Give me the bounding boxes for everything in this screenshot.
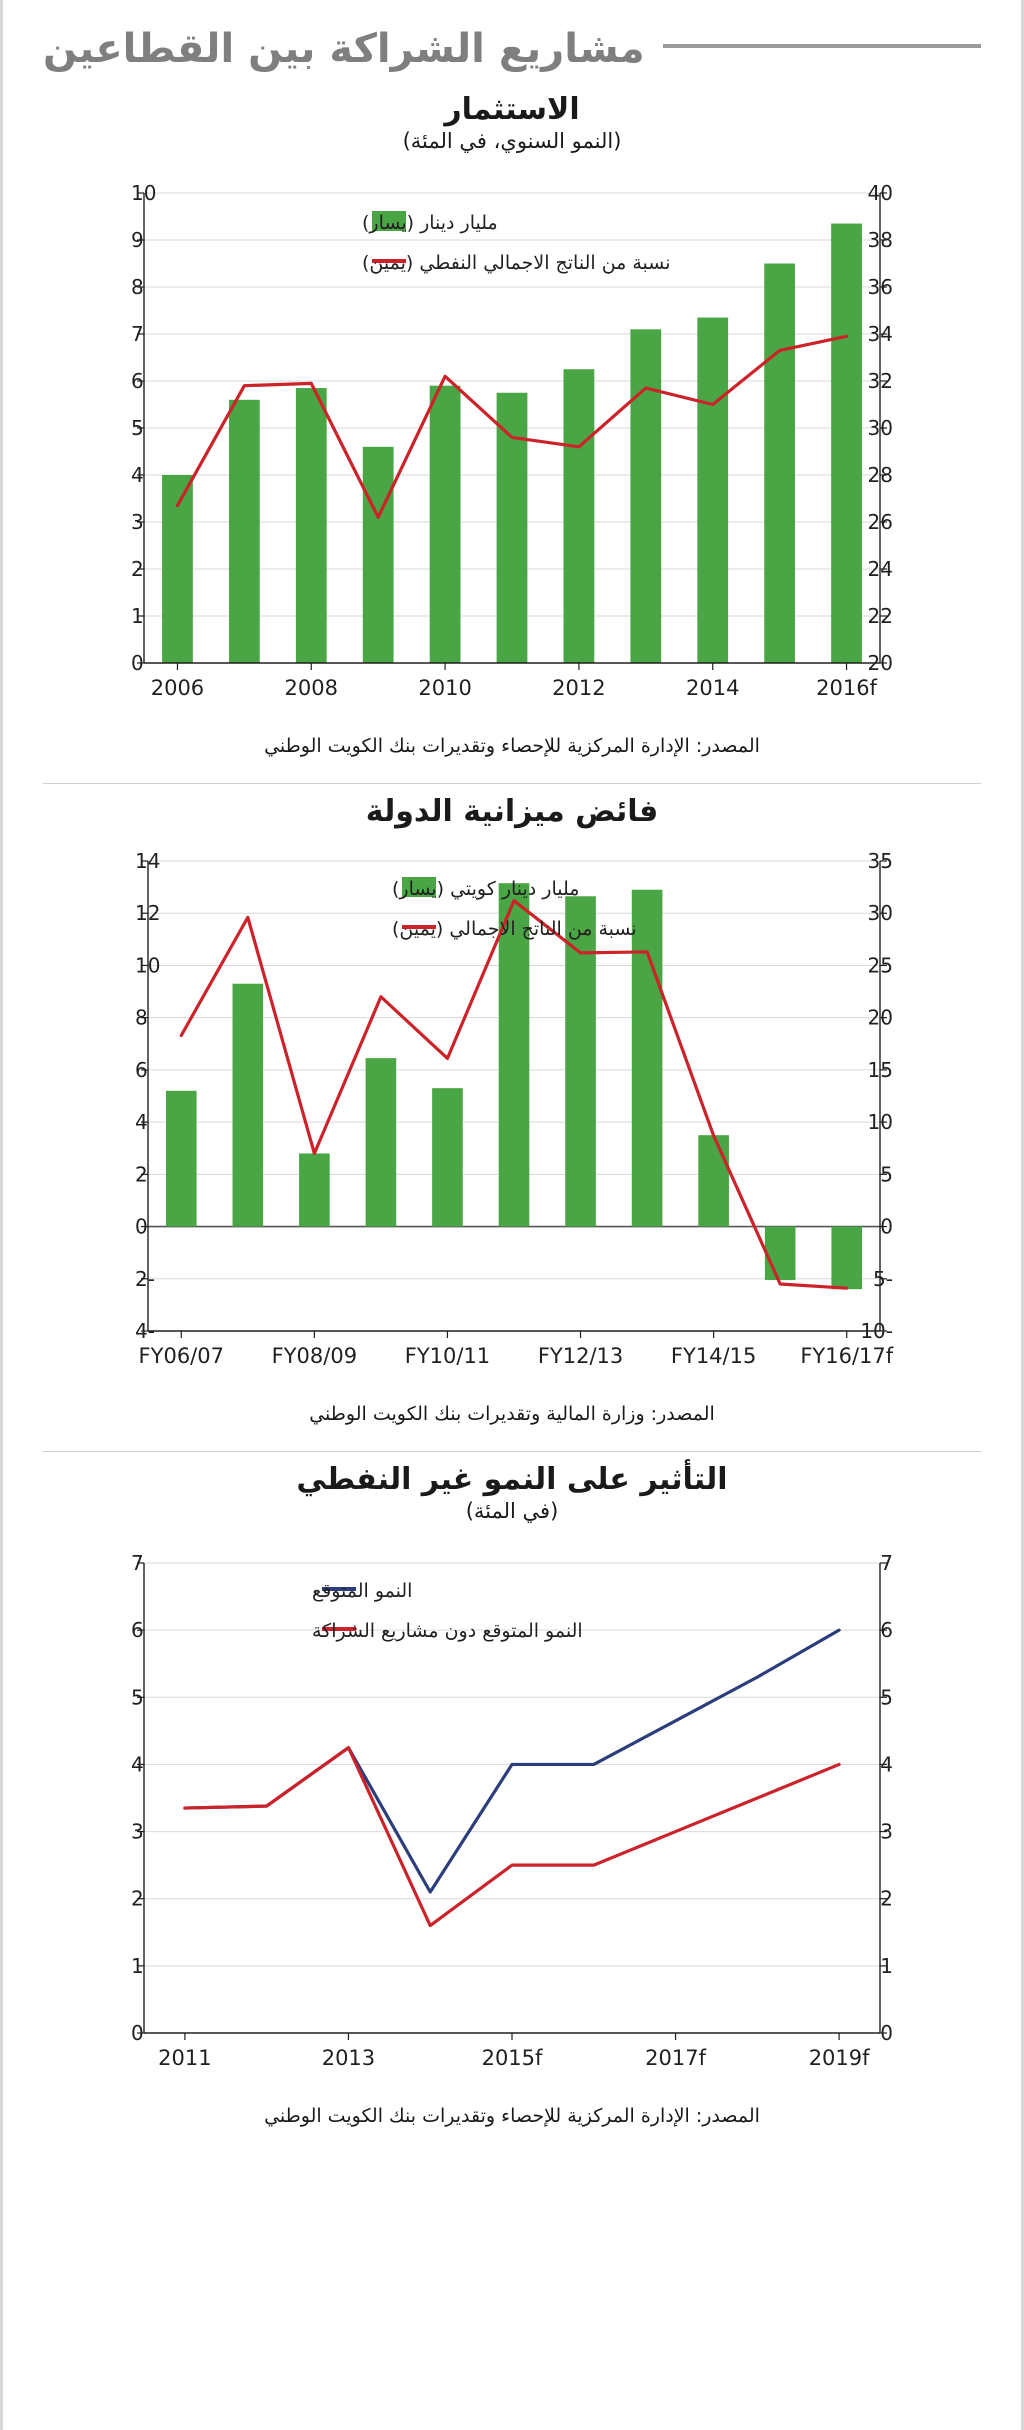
svg-text:20: 20	[867, 651, 893, 675]
svg-text:النمو المتوقع دون مشاريع الشرا: النمو المتوقع دون مشاريع الشراكة	[312, 1620, 583, 1642]
svg-text:14: 14	[135, 849, 161, 873]
chart-subtitle-nonoil-growth: (في المئة)	[465, 1499, 559, 1523]
chart-subtitle-investment: (النمو السنوي، في المئة)	[402, 129, 622, 153]
svg-text:FY08/09: FY08/09	[271, 1344, 358, 1368]
svg-text:20: 20	[867, 1005, 893, 1030]
svg-text:38: 38	[867, 228, 893, 252]
chart-svg-investment	[72, 163, 952, 723]
svg-text:FY12/13: FY12/13	[537, 1344, 624, 1368]
svg-text:نسبة من الناتج الاجمالي النفطي: نسبة من الناتج الاجمالي النفطي (يمين)	[362, 252, 671, 274]
svg-text:5: 5	[880, 1162, 893, 1187]
svg-text:25: 25	[867, 953, 893, 978]
chart-svg-budget-surplus	[72, 831, 952, 1391]
svg-text:0: 0	[131, 2021, 144, 2045]
svg-text:3: 3	[131, 510, 144, 534]
svg-text:2008: 2008	[284, 676, 338, 700]
svg-text:8: 8	[131, 275, 144, 299]
svg-text:1: 1	[880, 1953, 893, 1978]
svg-text:2016f: 2016f	[816, 676, 877, 700]
svg-text:2013: 2013	[321, 2046, 376, 2070]
svg-text:7: 7	[131, 1551, 144, 1575]
svg-text:1: 1	[131, 604, 144, 628]
svg-text:2: 2	[131, 557, 144, 581]
source-note-budget-surplus: المصدر: وزارة المالية وتقديرات بنك الكويت الوطني	[309, 1403, 715, 1425]
plot-budget-surplus	[72, 831, 952, 1391]
svg-text:4: 4	[135, 1110, 148, 1135]
banner	[3, 0, 1021, 82]
svg-text:2006: 2006	[150, 676, 205, 700]
svg-text:28: 28	[867, 463, 893, 487]
svg-text:النمو المتوقع: النمو المتوقع	[312, 1580, 413, 1602]
svg-text:0: 0	[131, 651, 144, 675]
svg-text:4: 4	[131, 463, 144, 487]
svg-text:10: 10	[131, 181, 157, 205]
banner-rule	[663, 44, 981, 48]
chart-title-investment: الاستثمار	[444, 92, 580, 127]
svg-text:-4: -4	[135, 1319, 155, 1343]
svg-text:24: 24	[867, 557, 893, 581]
svg-text:34: 34	[867, 322, 893, 346]
svg-text:3: 3	[131, 1819, 144, 1844]
svg-text:-2: -2	[135, 1266, 155, 1291]
plot-nonoil-growth	[72, 1533, 952, 2093]
svg-text:2017f: 2017f	[645, 2046, 706, 2070]
svg-text:32: 32	[867, 369, 893, 393]
chart-svg-nonoil-growth	[72, 1533, 952, 2093]
svg-text:6: 6	[135, 1057, 148, 1082]
svg-text:2012: 2012	[552, 676, 606, 700]
svg-text:6: 6	[880, 1618, 893, 1643]
svg-text:40: 40	[867, 181, 893, 205]
svg-text:5: 5	[131, 416, 144, 440]
svg-text:30: 30	[867, 416, 893, 440]
svg-text:3: 3	[880, 1819, 893, 1844]
chart-title-nonoil-growth: التأثير على النمو غير النفطي	[296, 1462, 728, 1497]
svg-text:12: 12	[135, 901, 161, 926]
svg-text:مليار دينار (يسار): مليار دينار (يسار)	[362, 212, 498, 234]
svg-text:8: 8	[135, 1005, 148, 1030]
svg-text:1: 1	[131, 1953, 144, 1978]
svg-text:-5: -5	[873, 1266, 893, 1291]
svg-text:30: 30	[867, 901, 893, 926]
chart-block-nonoil-growth	[3, 1452, 1021, 2127]
svg-text:0: 0	[880, 1214, 893, 1239]
svg-text:2014: 2014	[686, 676, 740, 700]
svg-text:5: 5	[131, 1685, 144, 1710]
svg-text:26: 26	[867, 510, 893, 534]
chart-block-investment	[3, 82, 1021, 757]
svg-text:FY16/17f: FY16/17f	[800, 1344, 894, 1368]
svg-text:36: 36	[867, 275, 893, 299]
svg-text:0: 0	[135, 1214, 148, 1239]
svg-text:10: 10	[135, 953, 161, 978]
svg-text:2: 2	[131, 1886, 144, 1911]
source-note-investment: المصدر: الإدارة المركزية للإحصاء وتقديرات بنك الكويت الوطني	[264, 735, 760, 757]
svg-text:5: 5	[880, 1685, 893, 1710]
svg-text:6: 6	[131, 369, 144, 393]
svg-text:4: 4	[880, 1752, 893, 1777]
svg-text:35: 35	[867, 849, 893, 873]
svg-text:7: 7	[880, 1551, 893, 1575]
svg-text:2010: 2010	[418, 676, 472, 700]
svg-text:FY06/07: FY06/07	[138, 1344, 224, 1368]
source-note-nonoil-growth: المصدر: الإدارة المركزية للإحصاء وتقديرات بنك الكويت الوطني	[264, 2105, 760, 2127]
svg-text:4: 4	[131, 1752, 144, 1777]
svg-text:9: 9	[131, 228, 144, 252]
svg-text:15: 15	[867, 1057, 893, 1082]
svg-text:FY14/15: FY14/15	[670, 1344, 757, 1368]
svg-text:2: 2	[880, 1886, 893, 1911]
svg-text:2019f: 2019f	[808, 2046, 870, 2070]
svg-text:نسبة من الناتج الاجمالي (يمين): نسبة من الناتج الاجمالي (يمين)	[392, 918, 637, 940]
chart-block-budget-surplus	[3, 784, 1021, 1425]
plot-investment	[72, 163, 952, 723]
banner-title: مشاريع الشراكة بين القطاعين	[43, 26, 645, 72]
svg-text:2011: 2011	[158, 2046, 212, 2070]
svg-text:22: 22	[867, 604, 893, 628]
chart-title-budget-surplus: فائض ميزانية الدولة	[365, 794, 659, 829]
svg-text:FY10/11: FY10/11	[404, 1344, 491, 1368]
svg-text:0: 0	[880, 2021, 893, 2045]
svg-text:7: 7	[131, 322, 144, 346]
svg-text:6: 6	[131, 1618, 144, 1643]
svg-text:مليار دينار كويتي (يسار): مليار دينار كويتي (يسار)	[392, 878, 580, 900]
svg-text:2015f: 2015f	[481, 2046, 543, 2070]
svg-text:-10: -10	[860, 1319, 893, 1343]
svg-text:10: 10	[867, 1110, 893, 1135]
svg-text:2: 2	[135, 1162, 148, 1187]
